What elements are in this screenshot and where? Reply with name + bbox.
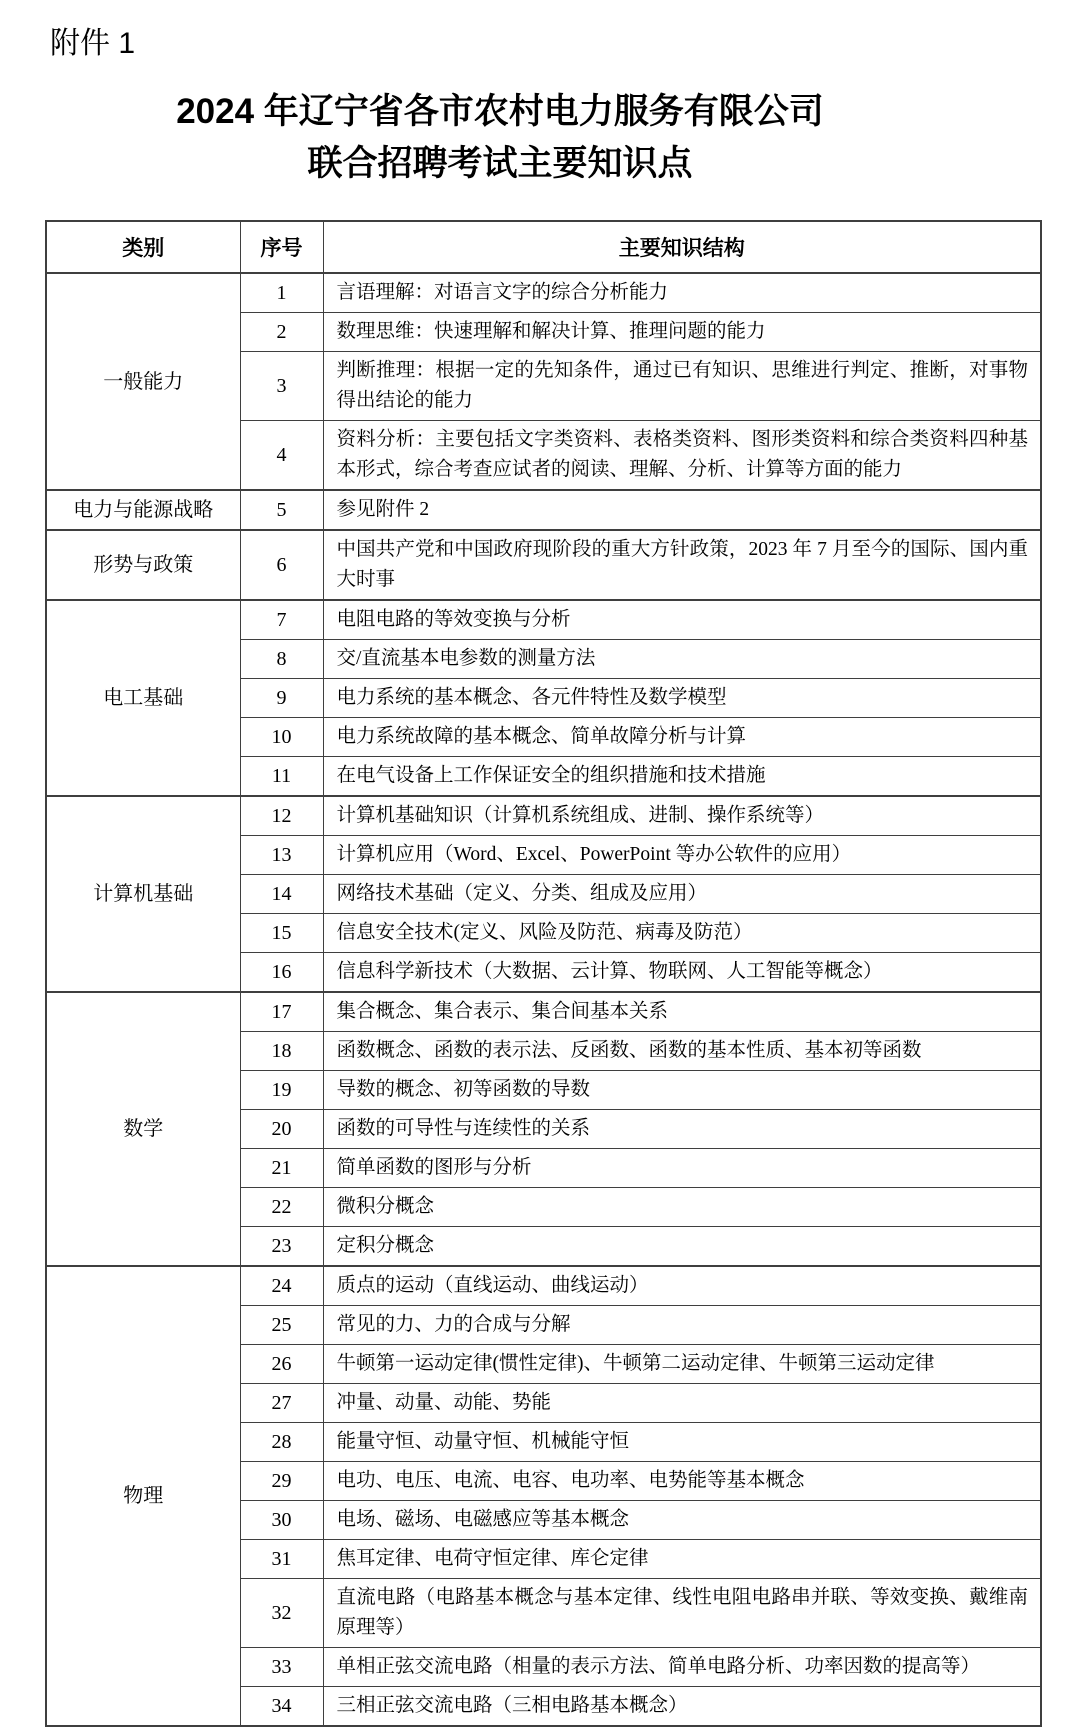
table-row xyxy=(46,490,1041,530)
knowledge-structure-cell: 直流电路（电路基本概念与基本定律、线性电阻电路串并联、等效变换、戴维南原理等） xyxy=(323,1579,1041,1648)
row-number-cell: 30 xyxy=(240,1501,323,1540)
knowledge-table xyxy=(45,220,1042,1727)
knowledge-structure-cell: 数理思维：快速理解和解决计算、推理问题的能力 xyxy=(323,313,1041,352)
knowledge-structure-cell: 集合概念、集合表示、集合间基本关系 xyxy=(323,992,1041,1032)
row-number-cell: 16 xyxy=(240,953,323,993)
table-header-row xyxy=(46,221,1041,273)
row-number-cell: 21 xyxy=(240,1149,323,1188)
knowledge-structure-cell: 资料分析：主要包括文字类资料、表格类资料、图形类资料和综合类资料四种基本形式，综合考查应试者的阅读、理解、分析、计算等方面的能力 xyxy=(323,421,1041,491)
knowledge-structure-cell: 计算机基础知识（计算机系统组成、进制、操作系统等） xyxy=(323,796,1041,836)
category-cell: 计算机基础 xyxy=(46,796,240,992)
row-number-cell: 27 xyxy=(240,1384,323,1423)
row-number-cell: 29 xyxy=(240,1462,323,1501)
row-number-cell: 8 xyxy=(240,640,323,679)
row-number-cell: 1 xyxy=(240,273,323,313)
knowledge-structure-cell: 电场、磁场、电磁感应等基本概念 xyxy=(323,1501,1041,1540)
row-number-cell: 14 xyxy=(240,875,323,914)
knowledge-structure-cell: 判断推理：根据一定的先知条件，通过已有知识、思维进行判定、推断，对事物得出结论的能力 xyxy=(323,352,1041,421)
knowledge-structure-cell: 焦耳定律、电荷守恒定律、库仑定律 xyxy=(323,1540,1041,1579)
category-cell: 电工基础 xyxy=(46,600,240,796)
title-line-2: 联合招聘考试主要知识点 xyxy=(307,144,693,183)
category-cell: 物理 xyxy=(46,1266,240,1726)
knowledge-structure-cell: 牛顿第一运动定律(惯性定律)、牛顿第二运动定律、牛顿第三运动定律 xyxy=(323,1345,1041,1384)
knowledge-structure-cell: 信息安全技术(定义、风险及防范、病毒及防范） xyxy=(323,914,1041,953)
knowledge-structure-cell: 言语理解：对语言文字的综合分析能力 xyxy=(323,273,1041,313)
row-number-cell: 32 xyxy=(240,1579,323,1648)
knowledge-structure-cell: 单相正弦交流电路（相量的表示方法、简单电路分析、功率因数的提高等） xyxy=(323,1648,1041,1687)
table-row xyxy=(46,600,1041,640)
row-number-cell: 2 xyxy=(240,313,323,352)
knowledge-structure-cell: 函数概念、函数的表示法、反函数、函数的基本性质、基本初等函数 xyxy=(323,1032,1041,1071)
knowledge-structure-cell: 微积分概念 xyxy=(323,1188,1041,1227)
knowledge-structure-cell: 三相正弦交流电路（三相电路基本概念） xyxy=(323,1687,1041,1727)
row-number-cell: 11 xyxy=(240,757,323,797)
row-number-cell: 24 xyxy=(240,1266,323,1306)
knowledge-structure-cell: 能量守恒、动量守恒、机械能守恒 xyxy=(323,1423,1041,1462)
row-number-cell: 19 xyxy=(240,1071,323,1110)
row-number-cell: 5 xyxy=(240,490,323,530)
row-number-cell: 10 xyxy=(240,718,323,757)
row-number-cell: 13 xyxy=(240,836,323,875)
row-number-cell: 28 xyxy=(240,1423,323,1462)
knowledge-structure-cell: 信息科学新技术（大数据、云计算、物联网、人工智能等概念） xyxy=(323,953,1041,993)
knowledge-structure-cell: 电功、电压、电流、电容、电功率、电势能等基本概念 xyxy=(323,1462,1041,1501)
row-number-cell: 18 xyxy=(240,1032,323,1071)
knowledge-structure-cell: 导数的概念、初等函数的导数 xyxy=(323,1071,1041,1110)
row-number-cell: 34 xyxy=(240,1687,323,1727)
row-number-cell: 3 xyxy=(240,352,323,421)
category-cell: 数学 xyxy=(46,992,240,1266)
table-row xyxy=(46,796,1041,836)
title-line-1: 2024 年辽宁省各市农村电力服务有限公司 xyxy=(176,92,824,131)
knowledge-structure-cell: 在电气设备上工作保证安全的组织措施和技术措施 xyxy=(323,757,1041,797)
row-number-cell: 12 xyxy=(240,796,323,836)
row-number-cell: 22 xyxy=(240,1188,323,1227)
category-cell: 形势与政策 xyxy=(46,530,240,600)
header-structure: 主要知识结构 xyxy=(323,221,1041,273)
knowledge-structure-cell: 简单函数的图形与分析 xyxy=(323,1149,1041,1188)
category-cell: 电力与能源战略 xyxy=(46,490,240,530)
row-number-cell: 15 xyxy=(240,914,323,953)
knowledge-structure-cell: 定积分概念 xyxy=(323,1227,1041,1267)
table-body xyxy=(46,273,1041,1726)
knowledge-structure-cell: 参见附件 2 xyxy=(323,490,1041,530)
row-number-cell: 31 xyxy=(240,1540,323,1579)
header-category: 类别 xyxy=(46,221,240,273)
knowledge-structure-cell: 质点的运动（直线运动、曲线运动） xyxy=(323,1266,1041,1306)
knowledge-structure-cell: 常见的力、力的合成与分解 xyxy=(323,1306,1041,1345)
row-number-cell: 26 xyxy=(240,1345,323,1384)
header-number: 序号 xyxy=(240,221,323,273)
row-number-cell: 4 xyxy=(240,421,323,491)
row-number-cell: 6 xyxy=(240,530,323,600)
table-row xyxy=(46,1266,1041,1306)
row-number-cell: 17 xyxy=(240,992,323,1032)
knowledge-structure-cell: 网络技术基础（定义、分类、组成及应用） xyxy=(323,875,1041,914)
knowledge-structure-cell: 计算机应用（Word、Excel、PowerPoint 等办公软件的应用） xyxy=(323,836,1041,875)
document-title xyxy=(0,86,1000,190)
attachment-label: 附件 1 xyxy=(50,27,136,60)
row-number-cell: 9 xyxy=(240,679,323,718)
table-row xyxy=(46,992,1041,1032)
row-number-cell: 7 xyxy=(240,600,323,640)
knowledge-structure-cell: 电力系统故障的基本概念、简单故障分析与计算 xyxy=(323,718,1041,757)
knowledge-structure-cell: 函数的可导性与连续性的关系 xyxy=(323,1110,1041,1149)
table-row xyxy=(46,273,1041,313)
row-number-cell: 20 xyxy=(240,1110,323,1149)
knowledge-structure-cell: 电力系统的基本概念、各元件特性及数学模型 xyxy=(323,679,1041,718)
row-number-cell: 25 xyxy=(240,1306,323,1345)
knowledge-structure-cell: 交/直流基本电参数的测量方法 xyxy=(323,640,1041,679)
table-row xyxy=(46,530,1041,600)
knowledge-structure-cell: 冲量、动量、动能、势能 xyxy=(323,1384,1041,1423)
row-number-cell: 23 xyxy=(240,1227,323,1267)
knowledge-structure-cell: 电阻电路的等效变换与分析 xyxy=(323,600,1041,640)
row-number-cell: 33 xyxy=(240,1648,323,1687)
category-cell: 一般能力 xyxy=(46,273,240,490)
knowledge-structure-cell: 中国共产党和中国政府现阶段的重大方针政策，2023 年 7 月至今的国际、国内重大时事 xyxy=(323,530,1041,600)
